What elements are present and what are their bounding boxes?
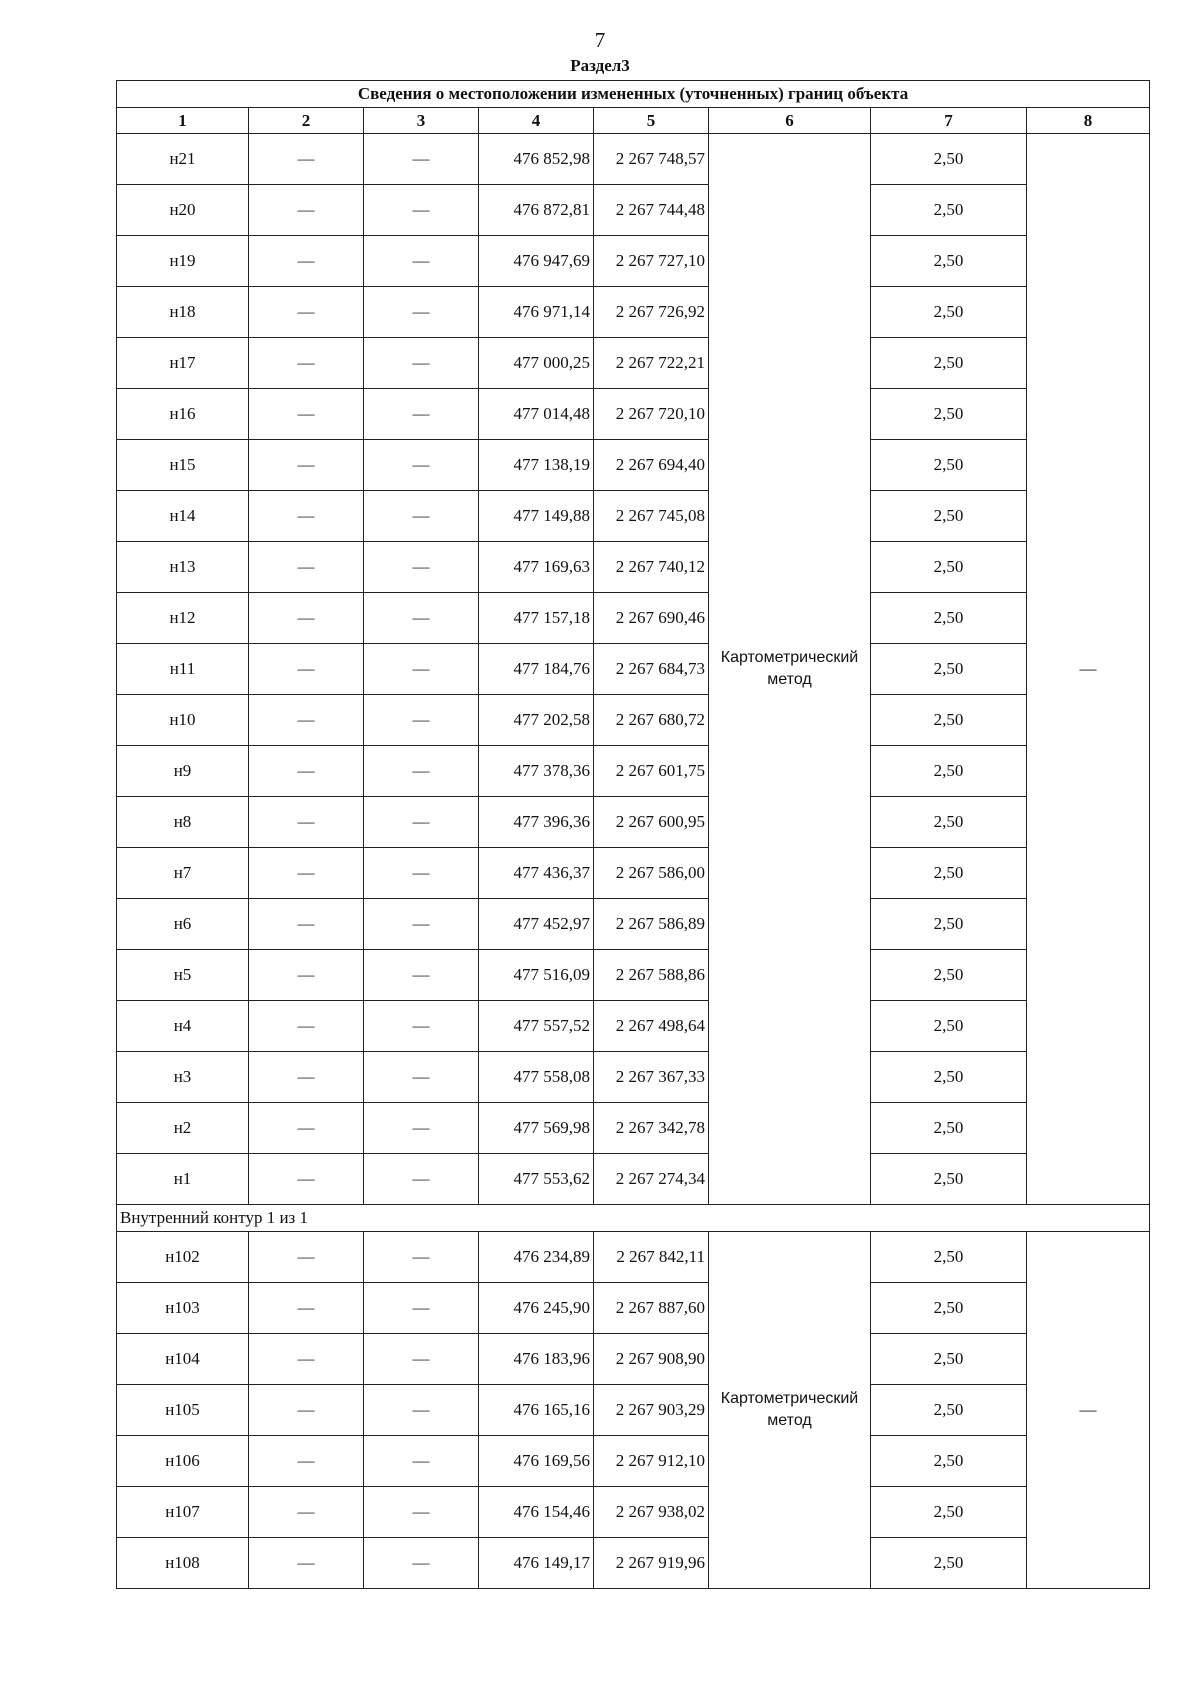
point-id-cell: н104 [117,1334,249,1385]
y-coordinate-cell: 2 267 588,86 [594,950,709,1001]
x-coordinate-cell: 477 000,25 [479,338,594,389]
accuracy-cell: 2,50 [871,1052,1027,1103]
accuracy-cell: 2,50 [871,695,1027,746]
col3-cell: — [364,1154,479,1205]
col3-cell: — [364,1436,479,1487]
point-id-cell: н5 [117,950,249,1001]
col3-cell: — [364,899,479,950]
col3-cell: — [364,542,479,593]
col3-cell: — [364,1232,479,1283]
accuracy-cell: 2,50 [871,1538,1027,1589]
col3-cell: — [364,185,479,236]
table-row [117,440,1150,491]
accuracy-cell: 2,50 [871,440,1027,491]
accuracy-cell: 2,50 [871,1385,1027,1436]
col3-cell: — [364,695,479,746]
table-row [117,542,1150,593]
col2-cell: — [249,1487,364,1538]
col8-cell: — [1027,1232,1150,1589]
col3-cell: — [364,848,479,899]
table-row [117,389,1150,440]
col2-cell: — [249,338,364,389]
y-coordinate-cell: 2 267 720,10 [594,389,709,440]
table-row [117,1334,1150,1385]
point-id-cell: н14 [117,491,249,542]
x-coordinate-cell: 476 872,81 [479,185,594,236]
col2-cell: — [249,593,364,644]
table-row [117,1436,1150,1487]
point-id-cell: н8 [117,797,249,848]
col3-cell: — [364,440,479,491]
table-row [117,134,1150,185]
point-id-cell: н1 [117,1154,249,1205]
accuracy-cell: 2,50 [871,1001,1027,1052]
column-header: 5 [594,108,709,134]
table-row [117,1487,1150,1538]
y-coordinate-cell: 2 267 694,40 [594,440,709,491]
col2-cell: — [249,848,364,899]
y-coordinate-cell: 2 267 842,11 [594,1232,709,1283]
table-row [117,899,1150,950]
y-coordinate-cell: 2 267 740,12 [594,542,709,593]
col3-cell: — [364,1103,479,1154]
col3-cell: — [364,134,479,185]
col2-cell: — [249,1334,364,1385]
table-row [117,1538,1150,1589]
col2-cell: — [249,950,364,1001]
col3-cell: — [364,236,479,287]
point-id-cell: н2 [117,1103,249,1154]
y-coordinate-cell: 2 267 722,21 [594,338,709,389]
point-id-cell: н108 [117,1538,249,1589]
col2-cell: — [249,1538,364,1589]
y-coordinate-cell: 2 267 367,33 [594,1052,709,1103]
accuracy-cell: 2,50 [871,746,1027,797]
point-id-cell: н106 [117,1436,249,1487]
col2-cell: — [249,1385,364,1436]
accuracy-cell: 2,50 [871,1487,1027,1538]
point-id-cell: н103 [117,1283,249,1334]
col3-cell: — [364,1052,479,1103]
accuracy-cell: 2,50 [871,1232,1027,1283]
col2-cell: — [249,287,364,338]
y-coordinate-cell: 2 267 342,78 [594,1103,709,1154]
table-row [117,491,1150,542]
x-coordinate-cell: 476 165,16 [479,1385,594,1436]
x-coordinate-cell: 477 202,58 [479,695,594,746]
y-coordinate-cell: 2 267 498,64 [594,1001,709,1052]
col2-cell: — [249,1103,364,1154]
method-cell: Картометрический метод [709,134,871,1205]
table-row [117,1385,1150,1436]
point-id-cell: н21 [117,134,249,185]
col2-cell: — [249,440,364,491]
y-coordinate-cell: 2 267 938,02 [594,1487,709,1538]
accuracy-cell: 2,50 [871,134,1027,185]
table-row [117,593,1150,644]
accuracy-cell: 2,50 [871,848,1027,899]
point-id-cell: н105 [117,1385,249,1436]
x-coordinate-cell: 477 184,76 [479,644,594,695]
point-id-cell: н6 [117,899,249,950]
x-coordinate-cell: 476 245,90 [479,1283,594,1334]
column-header: 2 [249,108,364,134]
x-coordinate-cell: 477 396,36 [479,797,594,848]
inner-contour-subheader-row [117,1205,1150,1232]
y-coordinate-cell: 2 267 684,73 [594,644,709,695]
x-coordinate-cell: 477 558,08 [479,1052,594,1103]
col3-cell: — [364,746,479,797]
col3-cell: — [364,593,479,644]
point-id-cell: н16 [117,389,249,440]
point-id-cell: н19 [117,236,249,287]
column-header-row [117,108,1150,134]
accuracy-cell: 2,50 [871,542,1027,593]
col2-cell: — [249,236,364,287]
accuracy-cell: 2,50 [871,236,1027,287]
col2-cell: — [249,1232,364,1283]
accuracy-cell: 2,50 [871,1436,1027,1487]
column-header: 6 [709,108,871,134]
table-row [117,1052,1150,1103]
point-id-cell: н13 [117,542,249,593]
col8-cell: — [1027,134,1150,1205]
point-id-cell: н3 [117,1052,249,1103]
accuracy-cell: 2,50 [871,389,1027,440]
table-row [117,695,1150,746]
point-id-cell: н15 [117,440,249,491]
table-caption-row [117,81,1150,108]
point-id-cell: н18 [117,287,249,338]
table-row [117,1283,1150,1334]
accuracy-cell: 2,50 [871,1283,1027,1334]
x-coordinate-cell: 476 234,89 [479,1232,594,1283]
accuracy-cell: 2,50 [871,1103,1027,1154]
x-coordinate-cell: 477 516,09 [479,950,594,1001]
page-number: 7 [594,28,606,52]
table-caption: Сведения о местоположении измененных (уточненных) границ объекта [117,81,1150,108]
column-header: 4 [479,108,594,134]
accuracy-cell: 2,50 [871,950,1027,1001]
col3-cell: — [364,1538,479,1589]
col3-cell: — [364,950,479,1001]
point-id-cell: н7 [117,848,249,899]
y-coordinate-cell: 2 267 919,96 [594,1538,709,1589]
accuracy-cell: 2,50 [871,185,1027,236]
x-coordinate-cell: 477 557,52 [479,1001,594,1052]
x-coordinate-cell: 476 852,98 [479,134,594,185]
x-coordinate-cell: 477 149,88 [479,491,594,542]
accuracy-cell: 2,50 [871,1334,1027,1385]
col2-cell: — [249,389,364,440]
x-coordinate-cell: 477 378,36 [479,746,594,797]
y-coordinate-cell: 2 267 887,60 [594,1283,709,1334]
y-coordinate-cell: 2 267 586,00 [594,848,709,899]
x-coordinate-cell: 476 947,69 [479,236,594,287]
y-coordinate-cell: 2 267 726,92 [594,287,709,338]
point-id-cell: н107 [117,1487,249,1538]
col2-cell: — [249,1283,364,1334]
y-coordinate-cell: 2 267 748,57 [594,134,709,185]
x-coordinate-cell: 477 452,97 [479,899,594,950]
accuracy-cell: 2,50 [871,1154,1027,1205]
table-row [117,1103,1150,1154]
table-row [117,1154,1150,1205]
col3-cell: — [364,644,479,695]
x-coordinate-cell: 477 569,98 [479,1103,594,1154]
table-row [117,950,1150,1001]
accuracy-cell: 2,50 [871,593,1027,644]
point-id-cell: н11 [117,644,249,695]
table-row [117,287,1150,338]
col2-cell: — [249,1436,364,1487]
col3-cell: — [364,1334,479,1385]
col2-cell: — [249,797,364,848]
x-coordinate-cell: 476 183,96 [479,1334,594,1385]
x-coordinate-cell: 477 169,63 [479,542,594,593]
y-coordinate-cell: 2 267 690,46 [594,593,709,644]
point-id-cell: н102 [117,1232,249,1283]
col3-cell: — [364,491,479,542]
col2-cell: — [249,746,364,797]
method-cell: Картометрический метод [709,1232,871,1589]
y-coordinate-cell: 2 267 680,72 [594,695,709,746]
table-row [117,236,1150,287]
table-row [117,797,1150,848]
column-header: 8 [1027,108,1150,134]
table-row [117,644,1150,695]
col2-cell: — [249,1052,364,1103]
y-coordinate-cell: 2 267 601,75 [594,746,709,797]
table-row [117,848,1150,899]
col2-cell: — [249,1001,364,1052]
col3-cell: — [364,1283,479,1334]
x-coordinate-cell: 477 436,37 [479,848,594,899]
col3-cell: — [364,338,479,389]
table-row [117,185,1150,236]
y-coordinate-cell: 2 267 744,48 [594,185,709,236]
col2-cell: — [249,185,364,236]
point-id-cell: н20 [117,185,249,236]
point-id-cell: н4 [117,1001,249,1052]
col3-cell: — [364,1001,479,1052]
accuracy-cell: 2,50 [871,491,1027,542]
x-coordinate-cell: 477 138,19 [479,440,594,491]
accuracy-cell: 2,50 [871,644,1027,695]
y-coordinate-cell: 2 267 745,08 [594,491,709,542]
col3-cell: — [364,1487,479,1538]
accuracy-cell: 2,50 [871,797,1027,848]
column-header: 7 [871,108,1027,134]
x-coordinate-cell: 476 149,17 [479,1538,594,1589]
point-id-cell: н9 [117,746,249,797]
col3-cell: — [364,287,479,338]
inner-contour-label: Внутренний контур 1 из 1 [117,1205,1150,1232]
table-row [117,746,1150,797]
table-row [117,1232,1150,1283]
x-coordinate-cell: 476 971,14 [479,287,594,338]
col2-cell: — [249,491,364,542]
point-id-cell: н10 [117,695,249,746]
col3-cell: — [364,1385,479,1436]
table-row [117,1001,1150,1052]
accuracy-cell: 2,50 [871,338,1027,389]
col2-cell: — [249,134,364,185]
y-coordinate-cell: 2 267 274,34 [594,1154,709,1205]
accuracy-cell: 2,50 [871,287,1027,338]
col3-cell: — [364,389,479,440]
x-coordinate-cell: 477 157,18 [479,593,594,644]
x-coordinate-cell: 477 553,62 [479,1154,594,1205]
point-id-cell: н12 [117,593,249,644]
x-coordinate-cell: 476 154,46 [479,1487,594,1538]
table-row [117,338,1150,389]
accuracy-cell: 2,50 [871,899,1027,950]
col2-cell: — [249,1154,364,1205]
y-coordinate-cell: 2 267 727,10 [594,236,709,287]
section-title: Раздел3 [570,56,630,75]
y-coordinate-cell: 2 267 908,90 [594,1334,709,1385]
col2-cell: — [249,644,364,695]
col2-cell: — [249,542,364,593]
col3-cell: — [364,797,479,848]
y-coordinate-cell: 2 267 586,89 [594,899,709,950]
y-coordinate-cell: 2 267 600,95 [594,797,709,848]
column-header: 3 [364,108,479,134]
x-coordinate-cell: 476 169,56 [479,1436,594,1487]
col2-cell: — [249,899,364,950]
coordinates-table [116,80,1150,1589]
y-coordinate-cell: 2 267 912,10 [594,1436,709,1487]
y-coordinate-cell: 2 267 903,29 [594,1385,709,1436]
point-id-cell: н17 [117,338,249,389]
column-header: 1 [117,108,249,134]
x-coordinate-cell: 477 014,48 [479,389,594,440]
col2-cell: — [249,695,364,746]
